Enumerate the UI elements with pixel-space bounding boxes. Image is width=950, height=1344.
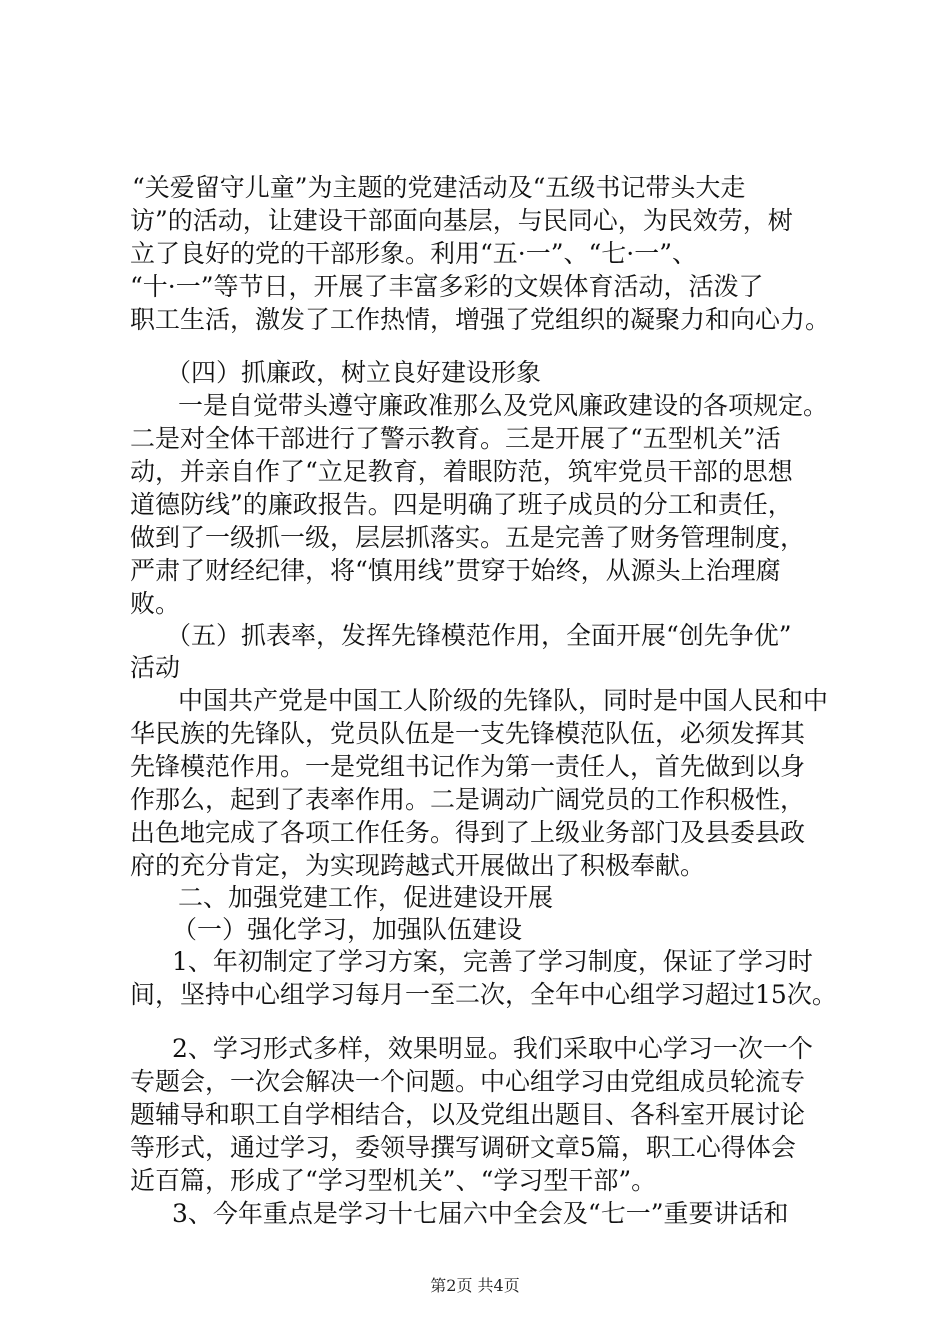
text-line: 二是对全体干部进行了警示教育。三是开展了“五型机关”活 [130, 424, 781, 453]
text-line: 等形式，通过学习，委领导撰写调研文章5篇，职工心得体会 [130, 1133, 796, 1162]
section-heading-1: （一）强化学习，加强队伍建设 [172, 915, 523, 944]
text-line: 3、今年重点是学习十七届六中全会及“七一”重要讲话和 [172, 1199, 789, 1228]
text-line: 严肃了财经纪律，将“慎用线”贯穿于始终，从源头上治理腐 [130, 556, 781, 585]
text-line: “十·一”等节日，开展了丰富多彩的文娱体育活动，活泼了 [130, 272, 764, 301]
text-line: 近百篇，形成了“学习型机关”、“学习型干部”。 [130, 1166, 657, 1195]
section-heading-5: （五）抓表率，发挥先锋模范作用，全面开展“创先争优” [166, 621, 792, 650]
text-line: 活动 [130, 653, 181, 682]
page-number-footer: 第2页 共4页 [430, 1276, 520, 1295]
text-line: 出色地完成了各项工作任务。得到了上级业务部门及县委县政 [130, 818, 806, 847]
text-line: 立了良好的党的干部形象。利用“五·一”、“七·一”、 [130, 239, 698, 268]
text-line: 府的充分肯定，为实现跨越式开展做出了积极奉献。 [130, 851, 706, 880]
text-line: 一是自觉带头遵守廉政准那么及党风廉政建设的各项规定。 [178, 391, 829, 420]
text-line: 间，坚持中心组学习每月一至二次，全年中心组学习超过15次。 [130, 980, 837, 1009]
section-heading-4: （四）抓廉政，树立良好建设形象 [166, 358, 542, 387]
text-line: 访”的活动，让建设干部面向基层，与民同心，为民效劳，树 [130, 206, 793, 235]
text-line: 道德防线”的廉政报告。四是明确了班子成员的分工和责任， [130, 490, 793, 519]
text-line: 专题会，一次会解决一个问题。中心组学习由党组成员轮流专 [130, 1067, 806, 1096]
text-line: 先锋模范作用。一是党组书记作为第一责任人，首先做到以身 [130, 752, 806, 781]
text-line: 华民族的先锋队，党员队伍是一支先锋模范队伍，必须发挥其 [130, 719, 806, 748]
text-line: “关爱留守儿童”为主题的党建活动及“五级书记带头大走 [132, 173, 746, 202]
text-line: 1、年初制定了学习方案，完善了学习制度，保证了学习时 [172, 947, 813, 976]
text-line: 做到了一级抓一级，层层抓落实。五是完善了财务管理制度， [130, 523, 806, 552]
text-line: 败。 [130, 589, 181, 618]
text-line: 职工生活，激发了工作热情，增强了党组织的凝聚力和向心力。 [130, 305, 831, 334]
section-heading-2: 二、加强党建工作，促进建设开展 [178, 883, 554, 912]
text-line: 作那么，起到了表率作用。二是调动广阔党员的工作积极性， [130, 785, 806, 814]
text-line: 中国共产党是中国工人阶级的先锋队，同时是中国人民和中 [178, 686, 829, 715]
text-line: 题辅导和职工自学相结合，以及党组出题目、各科室开展讨论 [130, 1100, 806, 1129]
text-line: 动，并亲自作了“立足教育，着眼防范，筑牢党员干部的思想 [130, 457, 793, 486]
text-line: 2、学习形式多样，效果明显。我们采取中心学习一次一个 [172, 1034, 813, 1063]
